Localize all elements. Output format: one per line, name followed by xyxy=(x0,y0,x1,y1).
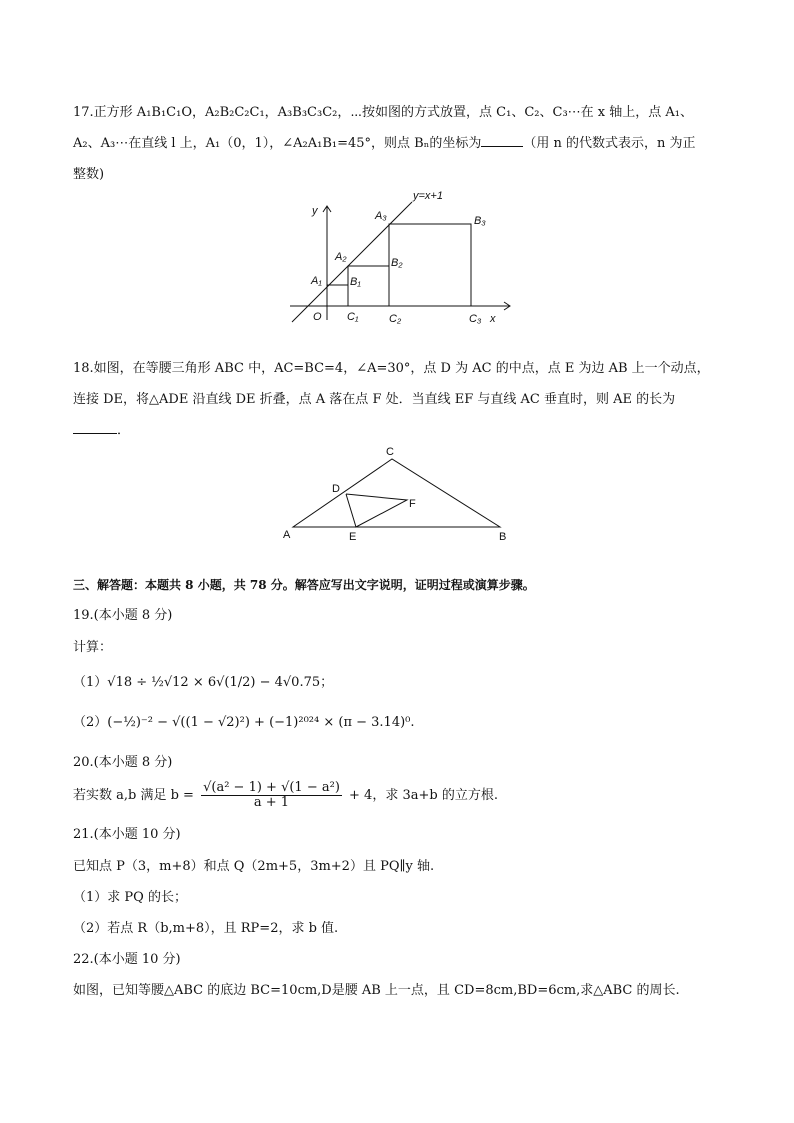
q18-line3 xyxy=(73,422,130,440)
label-B: B xyxy=(499,531,507,543)
label-B3: B₃ xyxy=(474,215,486,227)
triangle-DEF xyxy=(346,494,407,527)
q18-line1: 18.如图，在等腰三角形 ABC 中，AC=BC=4，∠A=30°，点 D 为 AC 的中点，点 E 为边 AB 上一个动点， xyxy=(73,361,710,376)
q20-text xyxy=(73,778,498,814)
q22-head: 22.(本小题 10 分) xyxy=(73,952,181,967)
q19-part1-expr: √18 ÷ ½√12 × 6√(1/2) − 4√0.75； xyxy=(107,675,334,690)
q20-head: 20.(本小题 8 分) xyxy=(73,755,173,770)
q19-part2-label: （2） xyxy=(73,715,108,730)
q18-figure xyxy=(280,440,520,545)
label-E: E xyxy=(349,531,357,543)
label-A: A xyxy=(283,529,291,541)
label-D: D xyxy=(332,483,340,495)
q21-part1: （1）求 PQ 的长； xyxy=(73,890,187,905)
label-A1: A₁ xyxy=(311,275,322,287)
q17-line2-a: A₂、A₃⋯在直线 l 上，A₁（0，1），∠A₂A₁B₁=45°，则点 Bₙ的坐标为 xyxy=(73,136,482,151)
q17-line1: 17.正方形 A₁B₁C₁O，A₂B₂C₂C₁，A₃B₃C₃C₂，⋯按如图的方式放置，点 C₁、C₂、C₃⋯在 x 轴上，点 A₁、 xyxy=(73,105,693,120)
q17-line2 xyxy=(73,135,696,153)
label-C3: C₃ xyxy=(469,313,482,325)
section-3-heading: 三、解答题：本题共 8 小题，共 78 分。解答应写出文字说明，证明过程或演算步骤。 xyxy=(73,578,535,592)
q19-intro: 计算： xyxy=(73,640,113,655)
q17-line2-b: （用 n 的代数式表示，n 为正 xyxy=(523,136,696,151)
q17-line3: 整数) xyxy=(73,167,105,182)
label-F: F xyxy=(409,498,416,510)
label-C1: C₁ xyxy=(347,311,359,323)
label-B1: B₁ xyxy=(350,276,361,288)
label-C: C xyxy=(386,446,394,458)
q21-part2: （2）若点 R（b,m+8），且 RP=2，求 b 值. xyxy=(73,921,339,936)
label-C2: C₂ xyxy=(389,313,402,325)
label-A3: A₃ xyxy=(375,210,387,222)
answer-blank-17 xyxy=(481,146,523,147)
label-A2: A₂ xyxy=(335,251,347,263)
q21-text: 已知点 P（3，m+8）和点 Q（2m+5，3m+2）且 PQ∥y 轴. xyxy=(73,859,435,874)
origin-label: O xyxy=(313,311,322,323)
line-label: y=x+1 xyxy=(413,190,443,202)
q20-denominator: a + 1 xyxy=(253,795,290,810)
q19-part2 xyxy=(73,714,415,732)
q20-text-b: + 4，求 3a+b 的立方根. xyxy=(349,788,498,803)
q20-fraction xyxy=(201,781,342,810)
q19-part2-expr: (−½)⁻² − √((1 − √2)²) + (−1)²⁰²⁴ × (π − 3.14)⁰. xyxy=(107,715,415,730)
q19-part1-label: （1） xyxy=(73,675,108,690)
q22-text: 如图，已知等腰△ABC 的底边 BC=10cm,D是腰 AB 上一点，且 CD=8cm,BD=6cm,求△ABC 的周长. xyxy=(73,983,680,998)
answer-blank-18 xyxy=(73,433,117,434)
square-1 xyxy=(327,285,348,306)
y-label: y xyxy=(312,205,318,217)
label-B2: B₂ xyxy=(391,257,403,269)
q20-text-a: 若实数 a,b 满足 b = xyxy=(73,788,194,803)
q19-head: 19.(本小题 8 分) xyxy=(73,608,173,623)
q19-part1 xyxy=(73,674,333,692)
q20-numerator: √(a² − 1) + √(1 − a²) xyxy=(203,780,340,795)
q21-head: 21.(本小题 10 分) xyxy=(73,827,181,842)
q18-line3-period: ． xyxy=(117,423,131,438)
triangle-ABC xyxy=(293,459,500,527)
q18-line2: 连接 DE，将△ADE 沿直线 DE 折叠，点 A 落在点 F 处．当直线 EF 与直线 AC 垂直时，则 AE 的长为 xyxy=(73,392,676,407)
x-label: x xyxy=(490,313,496,325)
q17-figure xyxy=(280,186,520,331)
